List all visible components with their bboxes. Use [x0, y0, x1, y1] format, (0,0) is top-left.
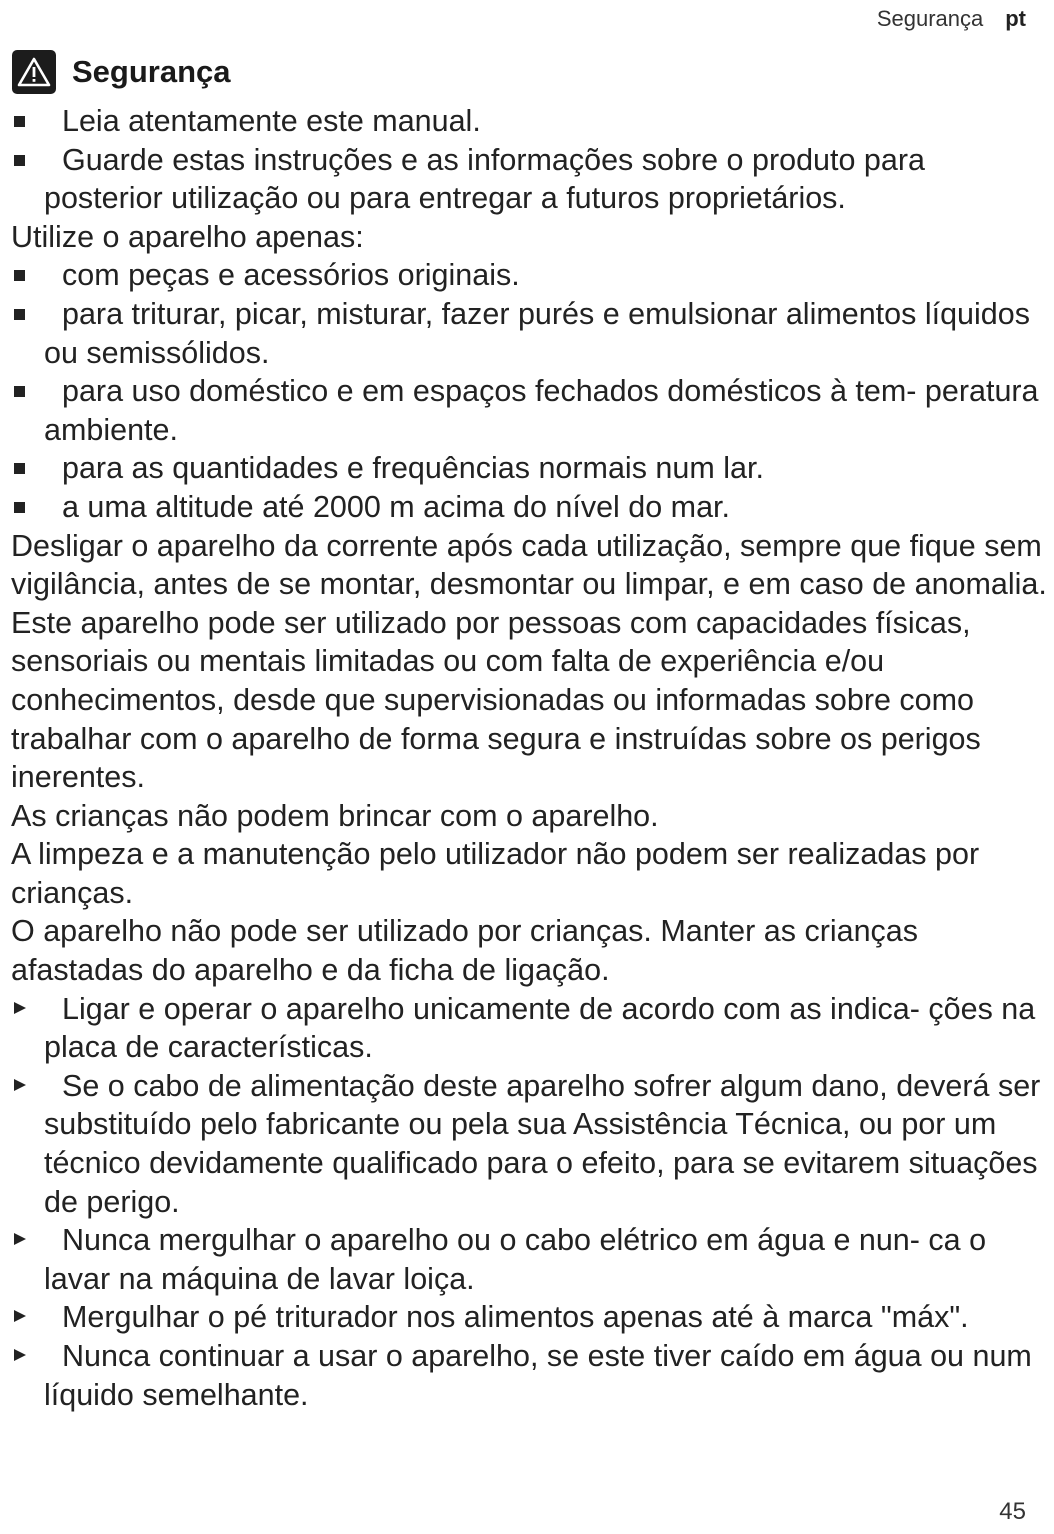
bullet-text: a uma altitude até 2000 m acima do nível do mar. [62, 489, 730, 524]
action-continuation: "máx". [880, 1300, 969, 1335]
action-item [11, 990, 1047, 1067]
bullet-item [11, 102, 1047, 141]
action-text: Ligar e operar o aparelho unicamente de acordo com as indica- [62, 991, 920, 1026]
section-title: Segurança [72, 54, 231, 89]
reading-bullets [11, 102, 1047, 218]
action-text: Mergulhar o pé triturador nos alimentos apenas até à marca [62, 1300, 873, 1335]
action-continuation: ca o lavar na máquina de lavar loiça. [44, 1223, 987, 1296]
action-text: Se o cabo de alimentação deste aparelho sofrer algum dano, [62, 1068, 888, 1103]
section-heading [12, 50, 231, 94]
bullet-text: para triturar, picar, misturar, fazer purés e emulsionar alimentos [62, 296, 917, 331]
bullet-text: para uso doméstico e em espaços fechados domésticos à tem- [62, 374, 917, 409]
page-number: 45 [999, 1498, 1026, 1525]
bullet-item [11, 256, 1047, 295]
bullet-item [11, 295, 1047, 372]
action-list [11, 990, 1047, 1415]
action-item [11, 1298, 1047, 1337]
action-continuation: ções na placa de características. [44, 991, 1036, 1065]
bullet-continuation: líquidos ou semissólidos. [44, 296, 1030, 370]
paragraph-disconnect: Desligar o aparelho da corrente após cada utilização, sempre que fique sem vigilância, antes de se montar, desmontar ou limpar, e em caso de anomalia. [11, 528, 1047, 602]
bullet-text: para as quantidades e frequências normais num lar. [62, 451, 764, 486]
header-language: pt [1005, 6, 1026, 31]
paragraph-supervision: Este aparelho pode ser utilizado por pessoas com capacidades físicas, sensoriais ou mentais limitadas ou com falta de experiência e/ou conhecimentos, desde que supervisionadas ou informadas sobre como trabalhar com o aparelho de forma segura e instruídas sobre os perigos inerentes. [11, 605, 981, 795]
bullet-text: Guarde estas instruções e as informações sobre o produto para [62, 142, 925, 177]
page-header [877, 6, 1026, 32]
bullet-continuation: posterior utilização ou para entregar a futuros proprietários. [44, 181, 846, 216]
bullet-item [11, 141, 1047, 218]
bullet-continuation: peratura ambiente. [44, 374, 1039, 447]
warning-triangle-icon [12, 50, 56, 94]
action-item [11, 1337, 1047, 1414]
usage-bullets [11, 256, 1047, 526]
header-section: Segurança [876, 6, 984, 31]
bullet-text: Leia atentamente este manual. [62, 104, 481, 138]
action-item [11, 1067, 1047, 1221]
action-text: Nunca continuar a usar o aparelho, se este tiver caído em água [62, 1339, 922, 1373]
action-item [11, 1221, 1047, 1298]
action-continuation: deverá ser substituído pelo fabricante ou pela sua Assistência Técnica, ou por um técnico devidamente qualificado para o efeito, para se evitarem situações de perigo. [44, 1068, 1041, 1219]
bullet-text: com peças e acessórios originais. [62, 258, 520, 293]
action-text: Nunca mergulhar o aparelho ou o cabo elétrico em água e nun- [62, 1223, 920, 1258]
bullet-item [11, 488, 1047, 527]
paragraph-children-play: As crianças não podem brincar com o aparelho. [11, 798, 659, 833]
bullet-item [11, 372, 1047, 449]
bullet-item [11, 449, 1047, 488]
paragraph-cleaning: A limpeza e a manutenção pelo utilizador não podem ser realizadas por crianças. [11, 837, 980, 910]
safety-content [11, 102, 1047, 1414]
use-intro: Utilize o aparelho apenas: [11, 219, 364, 254]
action-continuation: ou num líquido semelhante. [44, 1339, 1032, 1412]
paragraph-children-use: O aparelho não pode ser utilizado por crianças. Manter as crianças afastadas do aparelho e da ficha de ligação. [11, 914, 919, 988]
